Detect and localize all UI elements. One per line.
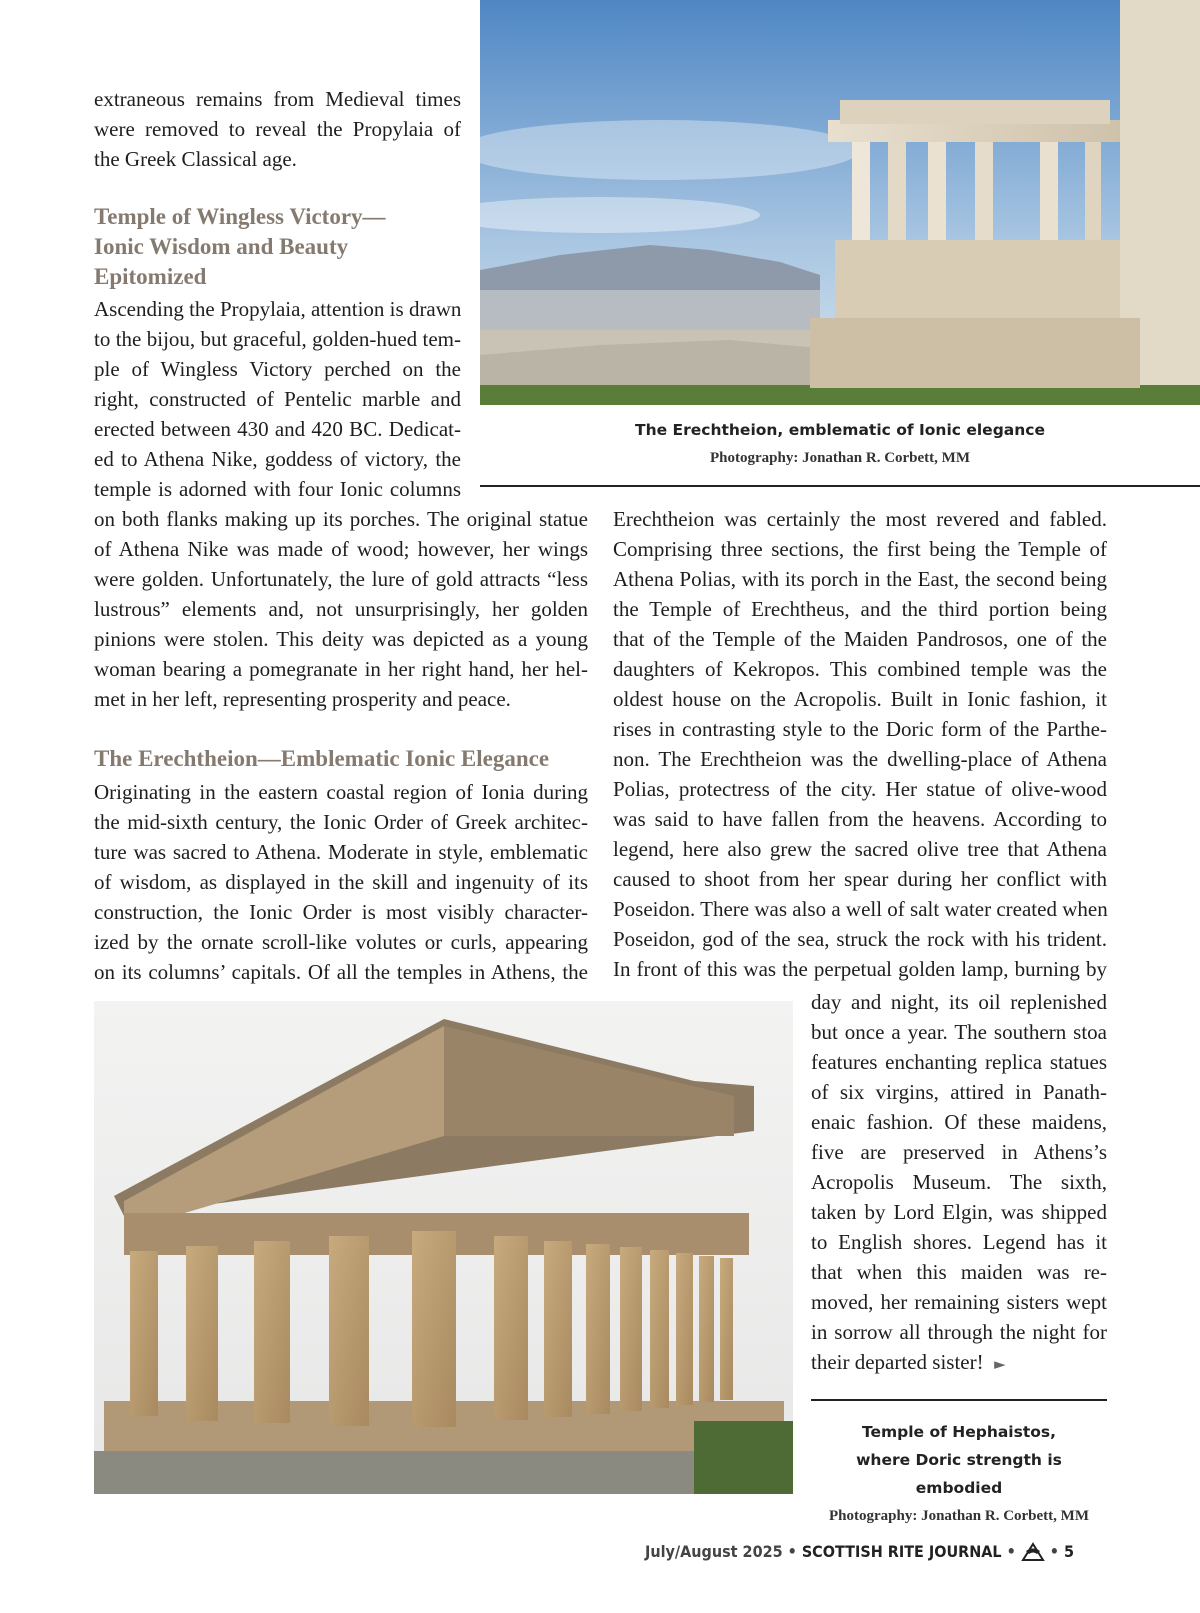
body-line: of wisdom, as displayed in the skill and ingenuity of its	[94, 870, 588, 894]
body-line: erected between 430 and 420 BC. Dedicat-	[94, 417, 461, 441]
journal-name: SCOTTISH RITE JOURNAL	[801, 1542, 1002, 1561]
body-line: Comprising three sections, the first being the Temple of	[613, 537, 1107, 561]
body-line: rises in contrasting style to the Doric form of the Parthe-	[613, 717, 1107, 741]
bullet-separator: •	[787, 1542, 797, 1561]
body-line: were golden. Unfortunately, the lure of gold attracts “less	[94, 567, 588, 591]
body-line: to English shores. Legend has it	[811, 1230, 1107, 1254]
body-line: of Athena Nike was made of wood; however, her wings	[94, 537, 588, 561]
heading-line: Epitomized	[94, 264, 207, 289]
body-line: ture was sacred to Athena. Moderate in style, emblematic	[94, 840, 588, 864]
body-line: the Temple of Erechtheus, and the third portion being	[613, 597, 1107, 621]
bullet-separator: •	[1006, 1542, 1016, 1561]
caption-credit: Photography: Jonathan R. Corbett, MM	[829, 1508, 1089, 1524]
caption-title: Temple of Hephaistos,	[861, 1423, 1057, 1441]
body-line: Acropolis Museum. The sixth,	[811, 1170, 1107, 1194]
hephaistos-caption	[811, 1418, 1107, 1530]
bullet-separator: •	[1049, 1542, 1059, 1561]
body-line: Poseidon, god of the sea, struck the rock with his trident.	[613, 927, 1107, 951]
page-number: 5	[1063, 1542, 1074, 1561]
body-line: on both flanks making up its porches. The original statue	[94, 507, 588, 531]
hephaistos-photo	[94, 1001, 793, 1494]
body-line: of six virgins, attired in Panath-	[811, 1080, 1107, 1104]
body-line: legend, here also grew the sacred olive tree that Athena	[613, 837, 1107, 861]
body-line: met in her left, representing prosperity and peace.	[94, 687, 511, 711]
body-line: construction, the Ionic Order is most visibly character-	[94, 900, 588, 924]
body-line: temple is adorned with four Ionic columns	[94, 477, 461, 501]
caption-title: where Doric strength is embodied	[856, 1451, 1062, 1497]
body-line: ized by the ornate scroll-like volutes or curls, appearing	[94, 930, 588, 954]
body-line: that of the Temple of the Maiden Pandrosos, one of the	[613, 627, 1107, 651]
body-line: non. The Erechtheion was the dwelling-place of Athena	[613, 747, 1107, 771]
body-line: were removed to reveal the Propylaia of	[94, 117, 461, 141]
body-line: woman bearing a pomegranate in her right hand, her hel-	[94, 657, 588, 681]
issue-date: July/August 2025	[644, 1542, 783, 1561]
caption-credit: Photography: Jonathan R. Corbett, MM	[710, 450, 970, 466]
page-footer	[645, 1541, 1074, 1563]
heading-line: Temple of Wingless Victory—	[94, 204, 386, 229]
erechtheion-photo	[480, 0, 1200, 405]
body-line: Poseidon. There was also a well of salt water created when	[613, 897, 1108, 921]
body-line: Erechtheion was certainly the most revered and fabled.	[613, 507, 1107, 531]
erechtheion-paragraph-end	[811, 987, 1107, 1379]
body-line: extraneous remains from Medieval times	[94, 87, 461, 111]
double-eagle-triangle-icon	[1021, 1542, 1045, 1562]
erechtheion-caption	[480, 416, 1200, 472]
body-line: oldest house on the Acropolis. Built in Ionic fashion, it	[613, 687, 1107, 711]
section-heading-erechtheion	[94, 744, 549, 774]
heading-line: The Erechtheion—Emblematic Ionic Elegance	[94, 746, 550, 771]
section-heading-wingless-victory	[94, 202, 386, 292]
body-line: five are preserved in Athens’s	[811, 1140, 1107, 1164]
body-line: lustrous” elements and, not unsurprisingly, her golden	[94, 597, 588, 621]
body-line-text: their departed sister!	[811, 1350, 984, 1374]
heading-line: Ionic Wisdom and Beauty	[94, 234, 349, 259]
wingless-victory-paragraph-cont	[94, 504, 588, 714]
intro-paragraph	[94, 84, 461, 174]
body-line: in sorrow all through the night for	[811, 1320, 1107, 1344]
body-line: the mid-sixth century, the Ionic Order of Greek architec-	[94, 810, 588, 834]
body-line: Athena Polias, with its porch in the East, the second being	[613, 567, 1107, 591]
body-line: but once a year. The southern stoa	[811, 1020, 1107, 1044]
erechtheion-paragraph	[94, 777, 588, 987]
caption-title: The Erechtheion, emblematic of Ionic elegance	[635, 421, 1045, 439]
body-line: taken by Lord Elgin, was shipped	[811, 1200, 1107, 1224]
body-line: Ascending the Propylaia, attention is drawn	[94, 297, 462, 321]
body-line: ple of Wingless Victory perched on the	[94, 357, 461, 381]
body-line: Originating in the eastern coastal region of Ionia during	[94, 780, 588, 804]
end-mark-icon: ►	[994, 1355, 1006, 1373]
body-line: daughters of Kekropos. This combined temple was the	[613, 657, 1107, 681]
body-line: day and night, its oil replenished	[811, 990, 1107, 1014]
body-line: on its columns’ capitals. Of all the temples in Athens, the	[94, 960, 588, 984]
caption-divider	[811, 1399, 1107, 1401]
body-line: In front of this was the perpetual golden lamp, burning by	[613, 957, 1107, 981]
body-line: caused to shoot from her spear during her conflict with	[613, 867, 1107, 891]
body-line: pinions were stolen. This deity was depicted as a young	[94, 627, 588, 651]
wingless-victory-paragraph	[94, 294, 461, 504]
body-line: features enchanting replica statues	[811, 1050, 1107, 1074]
body-line	[811, 1347, 1107, 1379]
body-line: ed to Athena Nike, goddess of victory, the	[94, 447, 461, 471]
body-line: the Greek Classical age.	[94, 147, 297, 171]
body-line: to the bijou, but graceful, golden-hued tem-	[94, 327, 461, 351]
body-line: that when this maiden was re-	[811, 1260, 1107, 1284]
erechtheion-paragraph-right	[613, 504, 1107, 984]
body-line: enaic fashion. Of these maidens,	[811, 1110, 1107, 1134]
body-line: right, constructed of Pentelic marble and	[94, 387, 461, 411]
caption-divider	[480, 485, 1200, 487]
body-line: Polias, protectress of the city. Her statue of olive-wood	[613, 777, 1107, 801]
body-line: moved, her remaining sisters wept	[811, 1290, 1107, 1314]
body-line: was said to have fallen from the heavens. According to	[613, 807, 1107, 831]
